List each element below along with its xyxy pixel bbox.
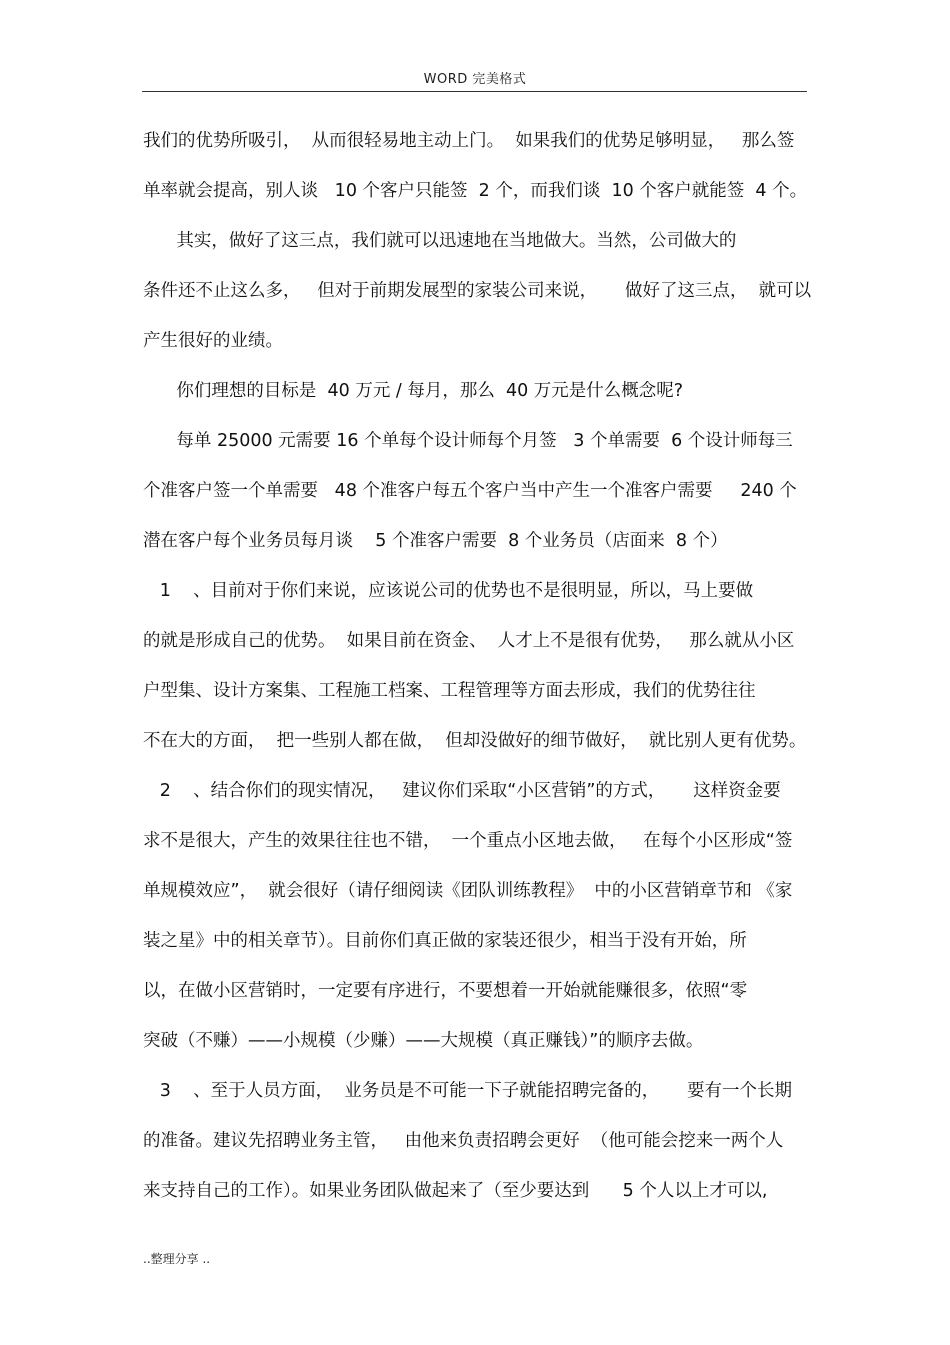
text-line: 装之星》中的相关章节）。目前你们真正做的家装还很少，相当于没有开始，所 (143, 931, 747, 951)
text-line: 1 、目前对于你们来说，应该说公司的优势也不是很明显，所以，马上要做 (143, 581, 754, 601)
page-header: WORD 完美格式 (423, 72, 527, 87)
text-line: 每单 25000 元需要 16 个单每个设计师每个月签 3 个单需要 6 个设计师每三 (143, 431, 793, 451)
text-line: 产生很好的业绩。 (143, 331, 283, 351)
text-line: 户型集、设计方案集、工程施工档案、工程管理等方面去形成，我们的优势往往 (143, 681, 756, 701)
document-body (143, 122, 813, 1222)
text-line: 的准备。建议先招聘业务主管， 由他来负责招聘会更好 （他可能会挖来一两个人 (143, 1131, 784, 1151)
text-line: 的就是形成自己的优势。 如果目前在资金、 人才上不是很有优势， 那么就从小区 (143, 631, 795, 651)
text-line: 来支持自己的工作）。如果业务团队做起来了（至少要达到 5 个人以上才可以, (143, 1181, 768, 1201)
text-line: 条件还不止这么多， 但对于前期发展型的家装公司来说， 做好了这三点， 就可以 (143, 281, 812, 301)
text-line: 潜在客户每个业务员每月谈 5 个准客户需要 8 个业务员（店面来 8 个） (143, 531, 728, 551)
text-line: 你们理想的目标是 40 万元 / 每月，那么 40 万元是什么概念呢? (143, 381, 684, 401)
text-line: 2 、结合你们的现实情况， 建议你们采取“小区营销”的方式， 这样资金要 (143, 781, 781, 801)
text-line: 单规模效应”， 就会很好（请仔细阅读《团队训练教程》 中的小区营销章节和 《家 (143, 881, 793, 901)
text-line: 突破（不赚）——小规模（少赚）——大规模（真正赚钱）”的顺序去做。 (143, 1031, 704, 1051)
page-footer: ..整理分享 .. (143, 1252, 211, 1266)
text-line: 3 、至于人员方面， 业务员是不可能一下子就能招聘完备的， 要有一个长期 (143, 1081, 793, 1101)
text-line: 求不是很大，产生的效果往往也不错， 一个重点小区地去做， 在每个小区形成“签 (143, 831, 793, 851)
text-line: 我们的优势所吸引， 从而很轻易地主动上门。 如果我们的优势足够明显， 那么签 (143, 131, 795, 151)
text-line: 以，在做小区营销时，一定要有序进行，不要想着一开始就能赚很多，依照“零 (143, 981, 748, 1001)
header-divider (142, 91, 807, 92)
text-line: 其实，做好了这三点，我们就可以迅速地在当地做大。当然，公司做大的 (143, 231, 737, 251)
text-line: 个准客户签一个单需要 48 个准客户每五个客户当中产生一个准客户需要 240 个 (143, 481, 797, 501)
text-line: 单率就会提高，别人谈 10 个客户只能签 2 个，而我们谈 10 个客户就能签 4 个。 (143, 181, 808, 201)
text-line: 不在大的方面， 把一些别人都在做， 但却没做好的细节做好， 就比别人更有优势。 (143, 731, 807, 751)
